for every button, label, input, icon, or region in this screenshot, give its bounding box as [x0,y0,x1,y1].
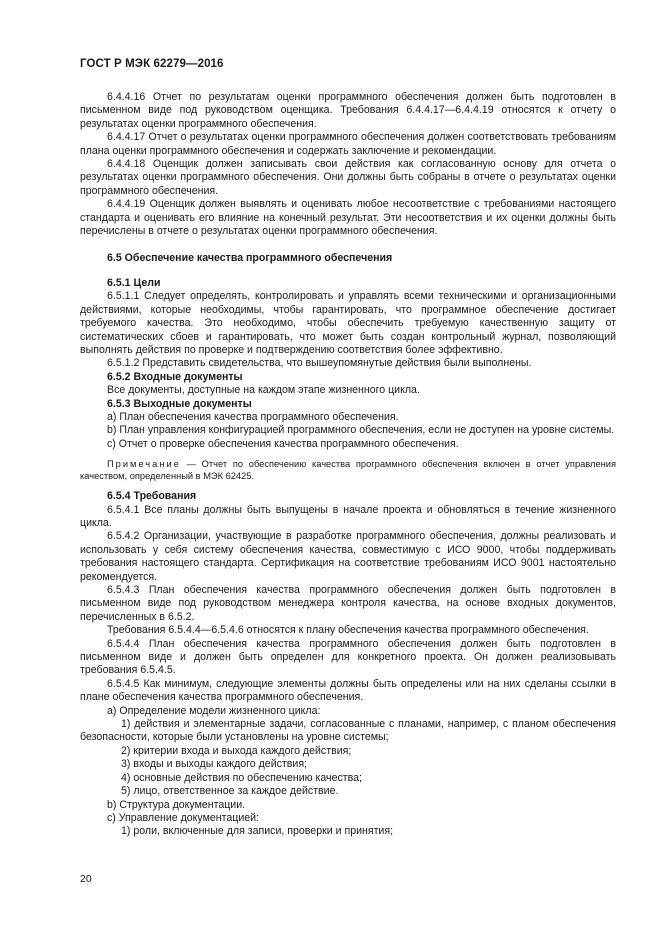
list-subitem-3: 3) входы и выходы каждого действия; [121,758,307,771]
clause-6-4-4-18: 6.4.4.18 Оценщик должен записывать свои действия как согласованную основу для отчета о результатах оценки программного обеспечения. Они должны быть собраны в отчете о результатах оценки программного обеспечения. [80,158,616,197]
note [80,458,616,482]
clause-6-5-4-4: 6.5.4.4 План обеспечения качества программного обеспечения должен быть подготовлен в письменном виде и должен быть определен для конкретного проекта. Он должен реализовывать требования 6.5.4.5. [80,637,616,677]
list-item-b: b) План управления конфигурацией программного обеспечения, если не доступен на уровне системы. [107,424,615,437]
clause-6-5-4-5: 6.5.4.5 Как минимум, следующие элементы должны быть определены или на них сделаны ссылки в плане обеспечения качества программного обеспечения. [80,677,616,704]
clause-6-5-4-3-note: Требования 6.5.4.4—6.5.4.6 относятся к плану обеспечения качества программного обеспечения. [107,624,589,637]
clause-6-4-4-19: 6.4.4.19 Оценщик должен выявлять и оценивать любое несоответствие с требованиями настоящего стандарта и оценивать его влияние на конечный результат. Эти несоответствия и их оценки должны быть перечислены в отчете о результатах оценки программного обеспечения. [80,198,616,238]
note-text: — Отчет по обеспечению качества программного обеспечения включен в отчет управления качеством, определенный в МЭК 62425. [80,459,616,482]
clause-6-4-4-16: 6.4.4.16 Отчет по результатам оценки программного обеспечения должен быть подготовлен в письменном виде под руководством оценщика. Требования 6.4.4.17—6.4.4.19 относятся к отчету о результатах оценки программного обеспечения. [80,91,616,130]
section-6-5-heading: 6.5 Обеспечение качества программного обеспечения [107,252,393,265]
clause-6-5-4-3: 6.5.4.3 План обеспечения качества программного обеспечения должен быть подготовлен в письменном виде под руководством менеджера контроля качества, на основе входных документов, перечисленных в 6.5.2. [80,584,616,623]
list-item-c: c) Отчет о проверке обеспечения качества программного обеспечения. [107,437,459,450]
list-subitem-1: 1) действия и элементарные задачи, согласованные с планами, например, с планом обеспечения безопасности, которые были установлены на уровне системы; [80,718,616,744]
list-item-c-management: c) Управление документацией: [107,811,259,824]
page-number: 20 [80,873,92,885]
section-6-5-2-heading: 6.5.2 Входные документы [107,370,243,383]
clause-6-5-2-text: Все документы, доступные на каждом этапе жизненного цикла. [107,384,420,397]
page-content [80,91,616,839]
list-subitem-5: 5) лицо, ответственное за каждое действие. [121,785,339,798]
list-subitem-c-1: 1) роли, включенные для записи, проверки и принятия; [121,825,394,838]
clause-6-5-1-2: 6.5.1.2 Представить свидетельства, что вышеупомянутые действия были выполнены. [107,357,532,370]
clause-6-5-1-1: 6.5.1.1 Следует определять, контролировать и управлять всеми техническими и организационными действиями, которые необходимы, чтобы гарантировать, что программное обеспечение достигает требуемого качества. Это необходимо, чтобы обеспечить требуемую качественную защиту от систематических сбоев и гарантировать, что может быть создан контрольный журнал, позволяющий выполнять действия по проверке и подтверждению соответствия более эффективно. [80,290,616,356]
list-item-a: a) План обеспечения качества программного обеспечения. [107,410,399,423]
note-label: Примечание [107,459,181,470]
list-subitem-2: 2) критерии входа и выхода каждого действия; [121,744,352,757]
section-6-5-3-heading: 6.5.3 Выходные документы [107,397,252,410]
list-item-a-lifecycle: a) Определение модели жизненного цикла: [107,704,321,717]
list-subitem-4: 4) основные действия по обеспечению качества; [121,771,362,784]
page-header: ГОСТ Р МЭК 62279—2016 [80,58,224,70]
clause-6-5-4-1: 6.5.4.1 Все планы должны быть выпущены в начале проекта и обновляться в течение жизненного цикла. [80,503,616,529]
clause-6-4-4-17: 6.4.4.17 Отчет о результатах оценки программного обеспечения должен соответствовать требованиям плана оценки программного обеспечения и содержать заключение и рекомендации. [80,131,616,157]
section-6-5-1-heading: 6.5.1 Цели [107,276,161,289]
list-item-b-structure: b) Структура документации. [107,798,246,811]
clause-6-5-4-2: 6.5.4.2 Организации, участвующие в разработке программного обеспечения, должны реализовать и использовать у себя систему обеспечения качества, совместимую с ИСО 9000, чтобы поддерживать требования настоящего стандарта. Сертификация на соответствие требованиям ИСО 9001 настоятельно рекомендуется. [80,530,616,583]
section-6-5-4-heading: 6.5.4 Требования [107,490,197,503]
